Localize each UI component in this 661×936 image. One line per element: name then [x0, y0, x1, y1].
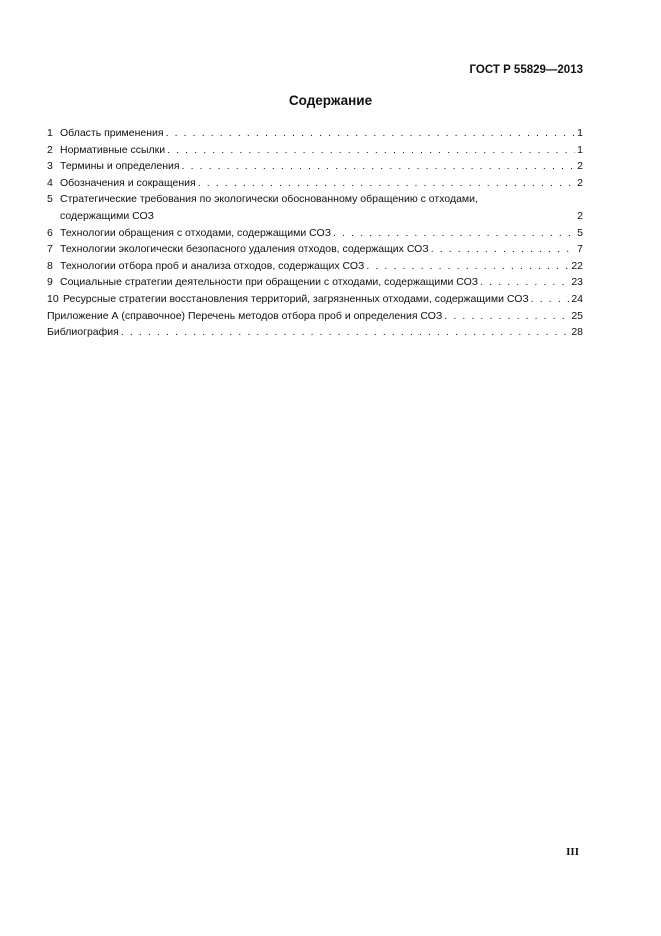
dot-leader [366, 258, 569, 275]
dot-leader [431, 241, 575, 258]
toc-entry-label: Область применения [60, 127, 164, 139]
toc-entry[interactable] [47, 142, 583, 159]
toc-entry[interactable] [47, 191, 583, 224]
toc-entry-label: Технологии обращения с отходами, содержащими СОЗ [60, 226, 332, 239]
toc-entry-label: Приложение А (справочное) Перечень методов отбора проб и определения СОЗ [47, 309, 443, 322]
table-of-contents [47, 125, 583, 341]
toc-entry-number: 4 [47, 176, 53, 189]
toc-entry-number: 5 [47, 193, 53, 206]
toc-entry-label: Технологии экологически безопасного удаления отходов, содержащих СОЗ [60, 243, 429, 256]
toc-entry-page: 1 [577, 143, 583, 156]
toc-entry[interactable] [47, 225, 583, 242]
toc-entry-number: 9 [47, 276, 53, 289]
dot-leader [167, 142, 575, 159]
toc-entry-number: 10 [47, 292, 59, 305]
toc-entry[interactable] [47, 125, 583, 142]
dot-leader [166, 125, 576, 142]
toc-entry-number: 2 [47, 143, 53, 156]
toc-entry[interactable] [47, 175, 583, 192]
toc-entry-page: 24 [571, 292, 583, 305]
toc-entry-page: 1 [577, 127, 583, 139]
toc-entry-label: Ресурсные стратегии восстановления территорий, загрязненных отходами, содержащими СОЗ [63, 292, 529, 305]
toc-entry-page: 2 [577, 160, 583, 173]
toc-entry[interactable] [47, 274, 583, 291]
toc-entry[interactable] [47, 158, 583, 175]
toc-entry[interactable] [47, 308, 583, 325]
dot-leader [198, 175, 575, 192]
document-code: ГОСТ Р 55829—2013 [469, 64, 583, 76]
toc-entry[interactable] [47, 258, 583, 275]
toc-entry[interactable] [47, 291, 583, 308]
toc-entry-label-line1: Стратегические требования по экологически обоснованному обращению с отходами, [60, 193, 478, 206]
toc-entry-page: 5 [577, 226, 583, 239]
toc-entry-label: Библиография [47, 326, 119, 339]
dot-leader [444, 308, 569, 325]
toc-entry-number: 3 [47, 160, 53, 173]
toc-entry-label: Обозначения и сокращения [60, 176, 196, 189]
page-title: Содержание [288, 93, 373, 108]
toc-entry-page: 2 [577, 176, 583, 189]
toc-entry-page: 25 [571, 309, 583, 322]
toc-entry-label: Социальные стратегии деятельности при обращении с отходами, содержащими СОЗ [60, 276, 479, 289]
toc-entry-page: 7 [577, 243, 583, 256]
page-number: III [566, 846, 579, 858]
toc-entry-label: Технологии отбора проб и анализа отходов, содержащих СОЗ [60, 259, 365, 272]
toc-entry-number: 1 [47, 127, 53, 139]
toc-entry[interactable] [47, 241, 583, 258]
toc-entry-page: 23 [571, 276, 583, 289]
toc-entry-page: 2 [577, 209, 583, 222]
dot-leader [480, 274, 569, 291]
toc-entry-label-line2: содержащими СОЗ [60, 209, 155, 222]
toc-entry[interactable] [47, 324, 583, 341]
dot-leader [531, 291, 570, 308]
toc-entry-number: 6 [47, 226, 53, 239]
dot-leader [333, 225, 575, 242]
toc-entry-page: 28 [571, 326, 583, 339]
dot-leader [182, 158, 576, 175]
toc-entry-page: 22 [571, 259, 583, 272]
toc-entry-number: 7 [47, 243, 53, 256]
dot-leader [121, 324, 569, 341]
toc-entry-label: Термины и определения [60, 160, 180, 173]
toc-entry-label: Нормативные ссылки [60, 143, 166, 156]
toc-entry-number: 8 [47, 259, 53, 272]
